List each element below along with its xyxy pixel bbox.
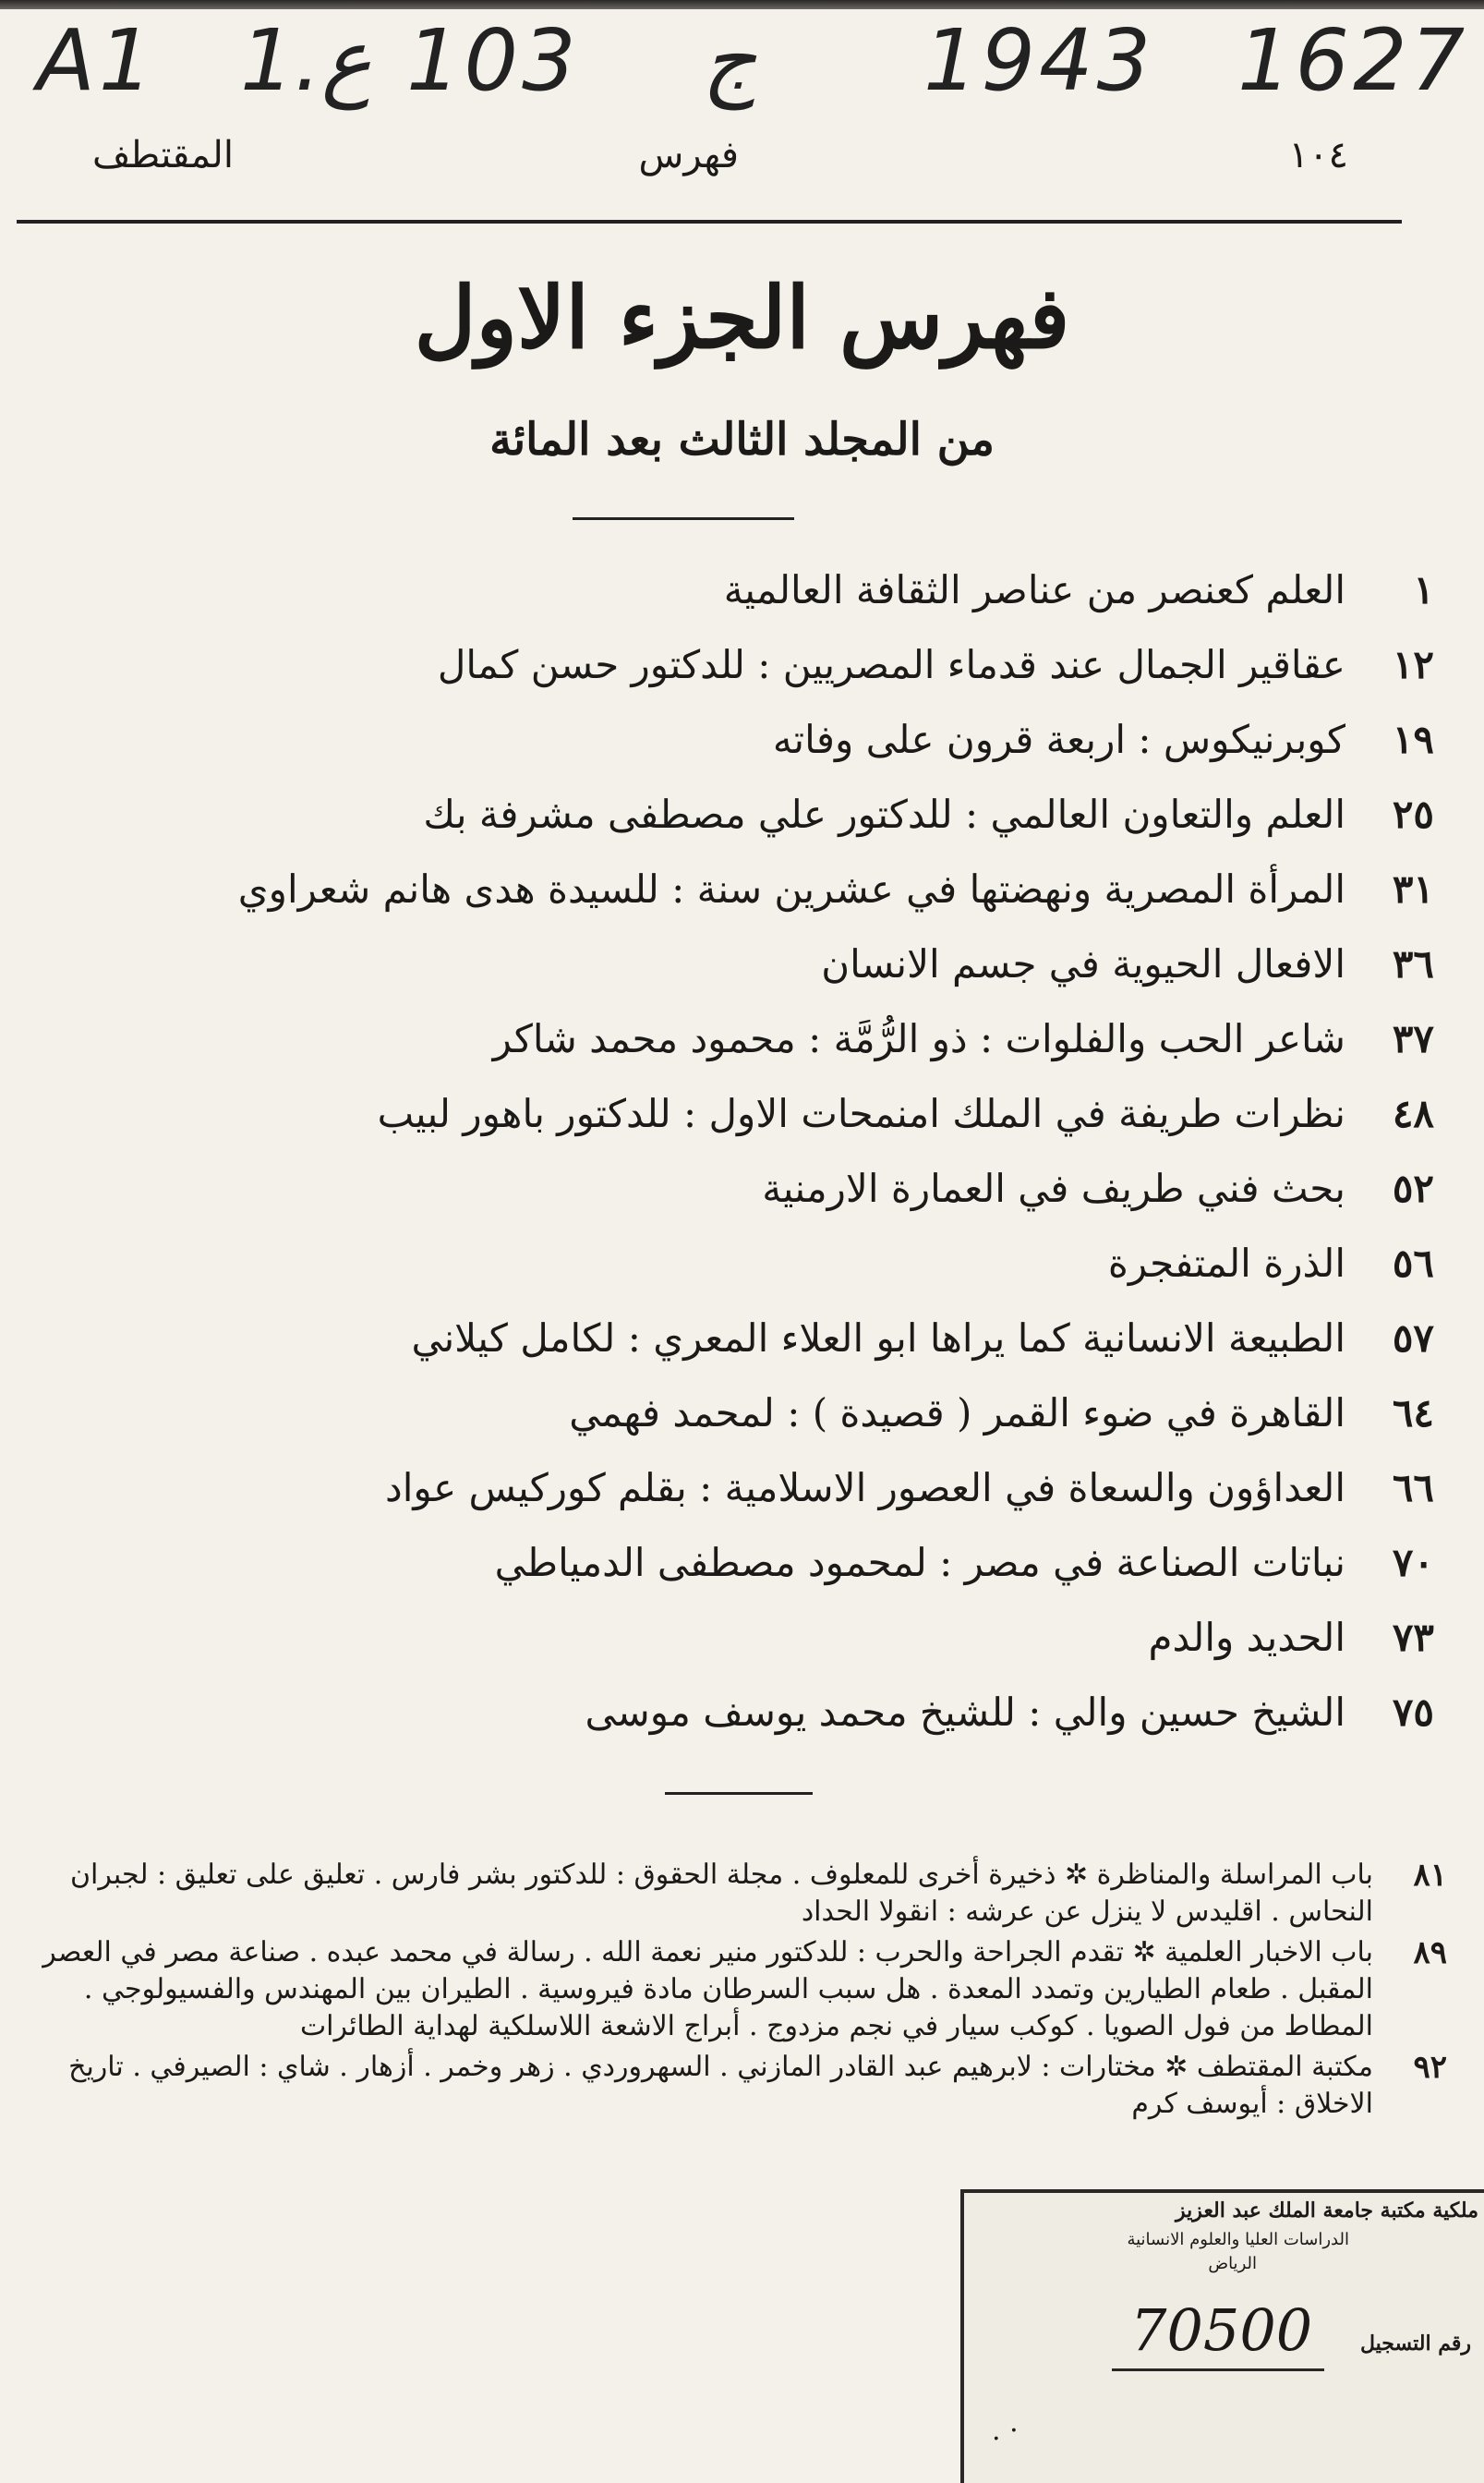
toc-entry-title: نباتات الصناعة في مصر : لمحمود مصطفى الدمياطي [494,1540,1345,1585]
accession-issue: 1.ع [240,11,372,110]
toc-entry [53,1078,1434,1153]
toc-entry [53,1377,1434,1452]
toc-entry [53,629,1434,704]
stamp-underline [1112,2368,1324,2371]
toc-entry [53,1228,1434,1302]
toc-page-number: ٥٦ [1392,1241,1434,1286]
notes-entry-text: مكتبة المقتطف ✲ مختارات : لابرهيم عبد القادر المازني . السهروردي . زهر وخمر . أزهار . شاي : الصيرفي . تاريخ الاخلاق : أيوسف كرم [68,2051,1373,2120]
toc-page-number: ٧٣ [1392,1615,1434,1660]
toc-entry-title: شاعر الحب والفلوات : ذو الرُّمَّة : محمود محمد شاكر [492,1016,1345,1061]
notes-entry-text: باب المراسلة والمناظرة ✲ ذخيرة أخرى للمعلوف . مجلة الحقوق : للدكتور بشر فارس . تعليق على تعليق : لجبران النحاس . اقليدس لا ينزل عن عرشه : انقولا الحداد [69,1859,1373,1928]
toc-entry-title: الافعال الحيوية في جسم الانسان [821,941,1345,987]
toc-page-number: ٣٧ [1392,1016,1434,1061]
section-divider [665,1792,813,1795]
toc-entry [53,554,1434,629]
stamp-line-3: الرياض [1208,2254,1257,2273]
running-head [55,134,1348,189]
notes-page-number: ٨١ [1413,1857,1447,1894]
toc-page-number: ٦٦ [1392,1465,1434,1510]
toc-page-number: ٣٦ [1392,941,1434,987]
toc-entry [53,779,1434,854]
toc-entry-title: القاهرة في ضوء القمر ( قصيدة ) : لمحمد فهمي [569,1390,1345,1435]
stamp-line-2: الدراسات العليا والعلوم الانسانية [1127,2230,1349,2249]
toc-entry-title: العلم والتعاون العالمي : للدكتور علي مصطفى مشرفة بك [423,792,1345,837]
toc-page-number: ١ [1413,567,1434,612]
toc-page-number: ٧٥ [1392,1690,1434,1735]
toc-entry-title: كوبرنيكوس : اربعة قرون على وفاته [772,717,1345,762]
journal-name: المقتطف [92,134,234,176]
toc-entry-title: نظرات طريفة في الملك امنمحات الاول : للدكتور باهور لبيب [377,1091,1345,1136]
toc-entry-title: الطبيعة الانسانية كما يراها ابو العلاء المعري : لكامل كيلاني [411,1315,1345,1361]
toc-entry [53,1452,1434,1527]
notes-entry [34,1857,1447,1931]
toc-entry-title: الشيخ حسين والي : للشيخ محمد يوسف موسى [585,1690,1345,1735]
header-rule [17,220,1402,224]
toc-entry [53,854,1434,928]
table-of-contents [53,554,1434,1751]
stamp-line-1: ملكية مكتبة جامعة الملك عبد العزيز [1176,2198,1478,2223]
stamp-registration-number: 70500 [1130,2296,1313,2364]
toc-page-number: ١٢ [1392,642,1434,687]
toc-entry [53,928,1434,1003]
toc-entry-title: الذرة المتفجرة [1107,1241,1345,1286]
toc-entry [53,1153,1434,1228]
stamp-dots: · . [992,2415,1019,2447]
toc-entry-title: المرأة المصرية ونهضتها في عشرين سنة : للسيدة هدى هانم شعراوي [237,866,1345,912]
toc-entry-title: العلم كعنصر من عناصر الثقافة العالمية [723,567,1345,612]
toc-page-number: ٧٠ [1392,1540,1434,1585]
toc-page-number: ٤٨ [1392,1091,1434,1136]
accession-year: 1943 [923,11,1155,110]
page-number: ١٠٤ [1288,134,1348,176]
stamp-label: رقم التسجيل [1359,2332,1471,2356]
toc-entry-title: الحديد والدم [1148,1615,1345,1660]
toc-entry [53,1302,1434,1377]
toc-entry [53,1003,1434,1078]
page-title: فهرس الجزء الاول [414,268,1070,368]
toc-entry-title: بحث فني طريف في العمارة الارمنية [762,1166,1345,1211]
notes-entry [34,2049,1447,2123]
toc-page-number: ٦٤ [1392,1390,1434,1435]
title-divider [573,517,794,520]
toc-page-number: ٢٥ [1392,792,1434,837]
page-top-edge [0,0,1484,9]
toc-page-number: ٣١ [1392,866,1434,912]
notes-section [34,1857,1447,2126]
toc-entry [53,1677,1434,1751]
toc-entry-title: العداؤون والسعاة في العصور الاسلامية : بقلم كوركيس عواد [385,1465,1345,1510]
running-head-section: فهرس [638,134,739,176]
notes-page-number: ٩٢ [1413,2049,1447,2086]
toc-entry [53,704,1434,779]
accession-marker: ج [702,11,757,110]
accession-volume: 103 [406,11,580,110]
toc-page-number: ٥٧ [1392,1315,1434,1361]
accession-code: A1 [37,11,157,110]
toc-entry [53,1527,1434,1602]
notes-entry [34,1934,1447,2045]
library-stamp [960,2189,1484,2483]
handwritten-accession-line [37,11,1469,131]
toc-page-number: ٥٢ [1392,1166,1434,1211]
toc-entry-title: عقاقير الجمال عند قدماء المصريين : للدكتور حسن كمال [437,642,1345,687]
notes-page-number: ٨٩ [1413,1934,1447,1971]
toc-page-number: ١٩ [1392,717,1434,762]
accession-number: 1627 [1237,11,1469,110]
toc-entry [53,1602,1434,1677]
page-subtitle: من المجلد الثالث بعد المائة [489,414,995,466]
notes-entry-text: باب الاخبار العلمية ✲ تقدم الجراحة والحرب : للدكتور منير نعمة الله . رسالة في محمد عبده . صناعة مصر في العصر المقبل . طعام الطيارين وتمدد المعدة . هل سبب السرطان مادة فيروسية . الطيران بين المهندس والفسيولوجي . المطاط من فول الصويا . كوكب سيار في نجم مزدوج . أبراج الاشعة اللاسلكية لهداية الطائرات [42,1936,1373,2042]
